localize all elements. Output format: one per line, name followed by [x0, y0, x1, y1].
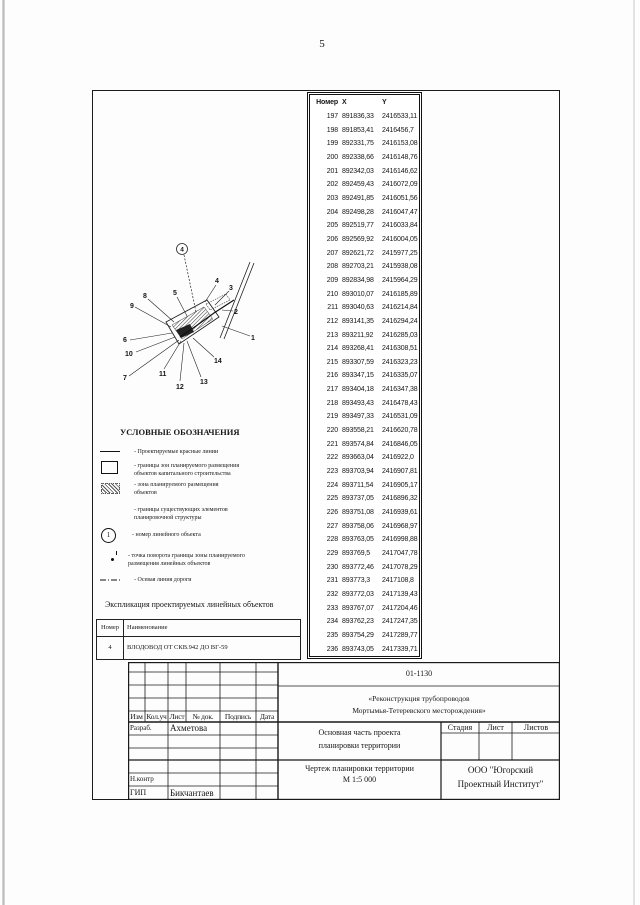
coordinate-x-value: 893763,05	[342, 536, 374, 544]
coordinate-table	[307, 92, 422, 659]
coordinate-row	[310, 533, 419, 547]
hatched-zone-symbol	[101, 483, 120, 494]
point-label-6: 6	[123, 337, 127, 344]
header-y: Y	[382, 99, 387, 106]
coordinate-row	[310, 178, 419, 192]
coordinate-y-value: 2417339,71	[382, 645, 418, 653]
stamp-company-line-2: Проектный Институт"	[457, 779, 544, 789]
coordinate-y-value: 2417047,78	[382, 550, 418, 557]
coordinate-x-value: 891853,41	[342, 126, 374, 134]
coordinate-point-number: 206	[326, 235, 338, 243]
coordinate-row	[310, 329, 419, 343]
explication-header-row	[97, 620, 300, 637]
coordinate-point-number: 211	[327, 304, 338, 312]
stamp-col-signature: Подпись	[224, 712, 252, 721]
stamp-project-line-1: «Реконструкция трубопроводов	[368, 694, 470, 703]
coordinate-point-number: 236	[326, 645, 338, 653]
coordinate-row	[310, 410, 419, 424]
legend-text: - Проектируемые красные линии	[134, 449, 219, 455]
coordinate-y-value: 2416335,07	[382, 372, 418, 380]
coordinate-row	[310, 301, 419, 315]
coordinate-y-value: 2416998,88	[382, 536, 418, 544]
leader-6	[130, 333, 172, 340]
point-label-7: 7	[123, 375, 127, 382]
legend-text: - Осевая линия дороги	[134, 577, 192, 583]
coordinate-table-header	[310, 96, 419, 109]
coordinate-point-number: 217	[326, 386, 338, 394]
leader-11	[164, 341, 181, 369]
coordinate-x-value: 893010,07	[342, 290, 374, 298]
leader-7	[129, 340, 179, 376]
coordinate-row	[310, 151, 419, 165]
coordinate-row	[310, 369, 419, 383]
coordinate-x-value: 892498,28	[342, 208, 374, 216]
coordinate-row	[310, 165, 419, 179]
situation-scheme	[95, 238, 305, 403]
coordinate-y-value: 2417078,29	[382, 563, 418, 571]
leader-12	[180, 343, 184, 381]
stamp-col-sheet: Лист	[169, 712, 185, 721]
coordinate-point-number: 213	[326, 331, 338, 339]
coordinate-y-value: 2417247,35	[382, 618, 418, 626]
coordinate-point-number: 216	[326, 372, 338, 380]
point-label-5: 5	[173, 290, 177, 297]
coordinate-y-value: 2416533,11	[382, 113, 417, 120]
stamp-drawing-title: Чертеж планировки территории	[305, 764, 414, 773]
coordinate-y-value: 2416148,76	[382, 153, 418, 161]
coordinate-row	[310, 574, 419, 588]
coordinate-point-number: 227	[326, 522, 338, 530]
coordinate-row	[310, 192, 419, 206]
coordinate-y-value: 2416146,62	[382, 167, 418, 175]
coordinate-y-value: 2416294,24	[382, 317, 418, 325]
stamp-col-change: Изм	[130, 712, 143, 721]
coordinate-y-value: 2416214,84	[382, 304, 418, 312]
legend-text: - границы существующих элементов	[134, 507, 228, 513]
coordinate-point-number: 214	[326, 345, 338, 353]
legend-item-object-number	[132, 531, 201, 539]
turn-point-tick-icon	[116, 551, 117, 555]
coordinate-point-number: 202	[326, 181, 338, 189]
point-label-3: 3	[229, 285, 233, 292]
coordinate-point-number: 223	[326, 468, 338, 476]
coordinate-x-value: 893758,06	[342, 522, 374, 530]
coordinate-x-value: 892569,92	[342, 235, 374, 243]
coordinate-row	[310, 356, 419, 370]
coordinate-x-value: 893404,18	[342, 386, 374, 394]
point-label-1: 1	[251, 335, 255, 342]
callout-number: 4	[180, 246, 184, 254]
coordinate-y-value: 2416531,09	[382, 413, 418, 421]
explication-row	[97, 637, 300, 659]
legend-text: объектов капитального строительства	[134, 471, 231, 477]
coordinate-row	[310, 643, 419, 657]
point-label-10: 10	[125, 351, 133, 358]
stamp-project-line-2: Мортымья-Тетеревского месторождения»	[352, 706, 486, 715]
coordinate-point-number: 203	[326, 194, 338, 202]
stamp-col-date: Дата	[259, 712, 275, 721]
coordinate-row	[310, 438, 419, 452]
stamp-name-developer: Ахметова	[170, 723, 208, 733]
explication-column-divider	[123, 620, 124, 659]
coordinate-row	[310, 479, 419, 493]
coordinate-x-value: 893663,04	[342, 454, 374, 462]
coordinate-y-value: 2416285,03	[382, 331, 418, 339]
leader-9	[135, 307, 171, 327]
coordinate-y-value: 2416456,7	[382, 126, 414, 134]
coordinate-row	[310, 274, 419, 288]
legend-item-turn-point	[128, 552, 245, 568]
stamp-sheets-header: Листов	[523, 723, 549, 732]
coordinate-point-number: 235	[326, 631, 338, 639]
coordinate-row	[310, 137, 419, 151]
coordinate-point-number: 204	[326, 208, 338, 216]
coordinate-x-value: 893268,41	[342, 345, 374, 353]
scan-edge-right	[633, 0, 635, 905]
point-label-11: 11	[159, 371, 167, 378]
coordinate-y-value: 2417139,43	[382, 590, 418, 598]
point-label-8: 8	[143, 293, 147, 300]
coordinate-x-value: 893737,05	[342, 495, 374, 503]
leader-3	[215, 291, 229, 305]
coordinate-x-value: 893769,5	[342, 550, 370, 557]
coordinate-point-number: 215	[326, 358, 338, 366]
legend-item-existing-elements	[134, 506, 228, 522]
scan-edge-left	[2, 0, 5, 905]
stamp-name-chief-engineer: Бикчантаев	[170, 788, 214, 798]
legend-text: - точка поворота границы зоны планируемого	[128, 553, 245, 559]
legend-text: - номер линейного объекта	[132, 532, 201, 538]
coordinate-y-value: 2415977,25	[382, 249, 418, 257]
coordinate-y-value: 2416051,56	[382, 194, 418, 202]
coordinate-row	[310, 492, 419, 506]
coordinate-point-number: 232	[326, 590, 338, 598]
coordinate-x-value: 892459,43	[342, 181, 374, 189]
coordinate-x-value: 893711,54	[342, 481, 374, 489]
coordinate-x-value: 893307,59	[342, 358, 374, 366]
point-label-14: 14	[214, 358, 222, 365]
coordinate-y-value: 2416153,08	[382, 140, 418, 148]
coordinate-x-value: 893574,84	[342, 440, 374, 448]
stamp-section-line-2: планировки территории	[318, 741, 401, 750]
coordinate-row	[310, 233, 419, 247]
coordinate-y-value: 2416905,17	[382, 481, 418, 489]
coordinate-x-value: 892519,77	[342, 222, 374, 230]
legend-item-placement-zone	[134, 481, 218, 497]
coordinate-point-number: 209	[326, 276, 338, 284]
explication-object-number: 4	[108, 644, 112, 651]
stamp-stage-header: Стадия	[447, 723, 473, 732]
coordinate-x-value: 893211,92	[342, 331, 374, 339]
coordinate-point-number: 226	[326, 509, 338, 517]
coordinate-x-value: 892342,03	[342, 167, 374, 175]
legend-title: УСЛОВНЫЕ ОБОЗНАЧЕНИЯ	[120, 427, 240, 437]
coordinate-point-number: 198	[326, 126, 338, 134]
coordinate-row	[310, 451, 419, 465]
legend-item-zone-boundaries	[134, 462, 239, 478]
coordinate-point-number: 231	[326, 577, 338, 585]
coordinate-point-number: 224	[326, 481, 338, 489]
coordinate-point-number: 210	[326, 290, 338, 298]
explication-title: Экспликация проектируемых линейных объектов	[105, 600, 274, 609]
coordinate-point-number: 233	[326, 604, 338, 612]
coordinate-x-value: 893754,29	[342, 631, 374, 639]
stamp-col-count: Кол.уч	[146, 712, 167, 721]
header-x: X	[342, 99, 347, 106]
legend-item-red-lines	[134, 448, 218, 456]
coordinate-point-number: 212	[326, 317, 338, 325]
coordinate-y-value: 2416620,78	[382, 427, 418, 435]
coordinate-row	[310, 561, 419, 575]
coordinate-point-number: 234	[326, 618, 338, 626]
red-line-symbol	[100, 451, 120, 452]
coordinate-x-value: 893751,08	[342, 509, 374, 517]
explication-object-name: ВЛОДОВОД ОТ СКВ.942 ДО ВГ-59	[127, 644, 228, 651]
coordinate-row	[310, 547, 419, 561]
coordinate-y-value: 2417108,8	[382, 577, 414, 585]
stamp-col-doc: № док.	[192, 712, 214, 721]
coordinate-row	[310, 342, 419, 356]
zone-hatched-area	[172, 307, 213, 339]
stamp-role-norm-control: Н.контр	[130, 775, 154, 783]
coordinate-x-value: 892703,21	[342, 263, 374, 271]
coordinate-point-number: 205	[326, 222, 338, 230]
leader-8	[148, 299, 174, 322]
coordinate-x-value: 893040,63	[342, 304, 374, 312]
point-label-13: 13	[200, 379, 208, 386]
coordinate-y-value: 2416896,32	[382, 495, 418, 503]
coordinate-x-value: 893347,15	[342, 372, 374, 380]
coordinate-x-value: 893743,05	[342, 645, 374, 653]
coordinate-y-value: 2417204,46	[382, 604, 418, 612]
coordinate-row	[310, 315, 419, 329]
coordinate-y-value: 2416185,89	[382, 290, 418, 298]
coordinate-y-value: 2416347,38	[382, 386, 418, 394]
coordinate-row	[310, 602, 419, 616]
coordinate-x-value: 893772,03	[342, 590, 374, 598]
coordinate-row	[310, 520, 419, 534]
coordinate-row	[310, 465, 419, 479]
coordinate-row	[310, 629, 419, 643]
road-axis-symbol	[100, 578, 120, 582]
coordinate-y-value: 2416968,97	[382, 522, 418, 530]
coordinate-row	[310, 219, 419, 233]
coordinate-y-value: 2416047,47	[382, 208, 418, 216]
leader-14	[193, 338, 214, 357]
coordinate-x-value: 892491,85	[342, 194, 374, 202]
zone-boundary-symbol	[101, 461, 118, 474]
coordinate-y-value: 2415964,29	[382, 276, 418, 284]
coordinate-point-number: 218	[326, 399, 338, 407]
explication-table	[96, 619, 301, 660]
coordinate-x-value: 892338,66	[342, 153, 374, 161]
coordinate-y-value: 2416004,05	[382, 235, 418, 243]
coordinate-x-value: 893558,21	[342, 427, 374, 435]
point-label-4: 4	[215, 278, 219, 285]
coordinate-row	[310, 615, 419, 629]
point-label-12: 12	[176, 384, 184, 391]
legend-text: планировочной структуры	[134, 515, 202, 521]
coordinate-x-value: 891836,33	[342, 113, 374, 120]
explication-header-name: Наименование	[127, 624, 168, 631]
coordinate-row	[310, 397, 419, 411]
coordinate-y-value: 2416922,0	[382, 454, 414, 462]
coordinate-point-number: 201	[326, 167, 338, 175]
coordinate-y-value: 2417289,77	[382, 631, 418, 639]
coordinate-row	[310, 288, 419, 302]
legend-item-road-axis	[134, 576, 192, 584]
coordinate-x-value: 893703,94	[342, 468, 374, 476]
coordinate-x-value: 893762,23	[342, 618, 374, 626]
coordinate-y-value: 2415938,08	[382, 263, 418, 271]
coordinate-point-number: 220	[326, 427, 338, 435]
coordinate-y-value: 2416907,81	[382, 468, 418, 476]
coordinate-point-number: 222	[326, 454, 338, 462]
coordinate-point-number: 208	[326, 263, 338, 271]
coordinate-x-value: 893493,43	[342, 399, 374, 407]
coordinate-x-value: 893767,07	[342, 604, 374, 612]
stamp-document-code: 01-1130	[405, 669, 433, 678]
coordinate-row	[310, 206, 419, 220]
coordinate-point-number: 229	[326, 550, 338, 557]
leader-10	[136, 337, 175, 352]
coordinate-x-value: 892331,75	[342, 140, 374, 148]
coordinate-y-value: 2416939,61	[382, 509, 418, 517]
coordinate-y-value: 2416323,23	[382, 358, 418, 366]
stamp-role-chief-engineer: ГИП	[130, 788, 147, 797]
stamp-sheet-header: Лист	[487, 723, 504, 732]
coordinate-x-value: 892834,98	[342, 276, 374, 284]
coordinate-row	[310, 383, 419, 397]
point-label-9: 9	[130, 303, 134, 310]
legend-text: объектов	[134, 490, 157, 496]
coordinate-point-number: 207	[326, 249, 338, 257]
coordinate-x-value: 893141,35	[342, 317, 374, 325]
coordinate-y-value: 2416478,43	[382, 399, 418, 407]
stamp-company-line-1: ООО "Югорский	[467, 765, 534, 775]
coordinate-x-value: 893497,33	[342, 413, 374, 421]
coordinate-point-number: 199	[326, 140, 338, 148]
leader-13	[187, 341, 201, 377]
legend-text: размещения линейных объектов	[128, 561, 211, 567]
legend-text: - границы зон планируемого размещения	[134, 463, 240, 469]
coordinate-row	[310, 247, 419, 261]
stamp-role-developer: Разраб.	[130, 724, 152, 732]
object-number-symbol: 1	[101, 528, 116, 543]
stamp-drawing-scale: М 1:5 000	[342, 775, 377, 784]
point-label-2: 2	[234, 309, 238, 316]
coordinate-row	[310, 424, 419, 438]
coordinate-row	[310, 110, 419, 124]
page-number: 5	[319, 38, 325, 50]
coordinate-point-number: 225	[326, 495, 338, 503]
coordinate-point-number: 200	[326, 153, 338, 161]
coordinate-x-value: 893772,46	[342, 563, 374, 571]
coordinate-y-value: 2416846,05	[382, 440, 418, 448]
coordinate-rows	[310, 110, 419, 656]
coordinate-x-value: 893773,3	[342, 577, 370, 585]
coordinate-point-number: 197	[326, 113, 338, 120]
coordinate-point-number: 228	[326, 536, 338, 544]
coordinate-point-number: 221	[326, 440, 338, 448]
header-point-number: Номер	[316, 99, 338, 106]
leader-4	[205, 285, 216, 302]
callout-leader	[184, 255, 196, 312]
explication-header-number: Номер	[100, 624, 120, 631]
coordinate-point-number: 230	[326, 563, 338, 571]
stamp-section-line-1: Основная часть проекта	[318, 728, 401, 737]
coordinate-point-number: 219	[326, 413, 338, 421]
coordinate-y-value: 2416033,84	[382, 222, 418, 230]
coordinate-y-value: 2416308,51	[382, 345, 418, 353]
turn-point-dot-icon	[111, 558, 114, 561]
coordinate-row	[310, 506, 419, 520]
coordinate-x-value: 892621,72	[342, 249, 374, 257]
coordinate-row	[310, 588, 419, 602]
legend-text: - зона планируемого размещения	[134, 482, 219, 488]
coordinate-y-value: 2416072,09	[382, 181, 418, 189]
coordinate-row	[310, 260, 419, 274]
coordinate-row	[310, 124, 419, 138]
